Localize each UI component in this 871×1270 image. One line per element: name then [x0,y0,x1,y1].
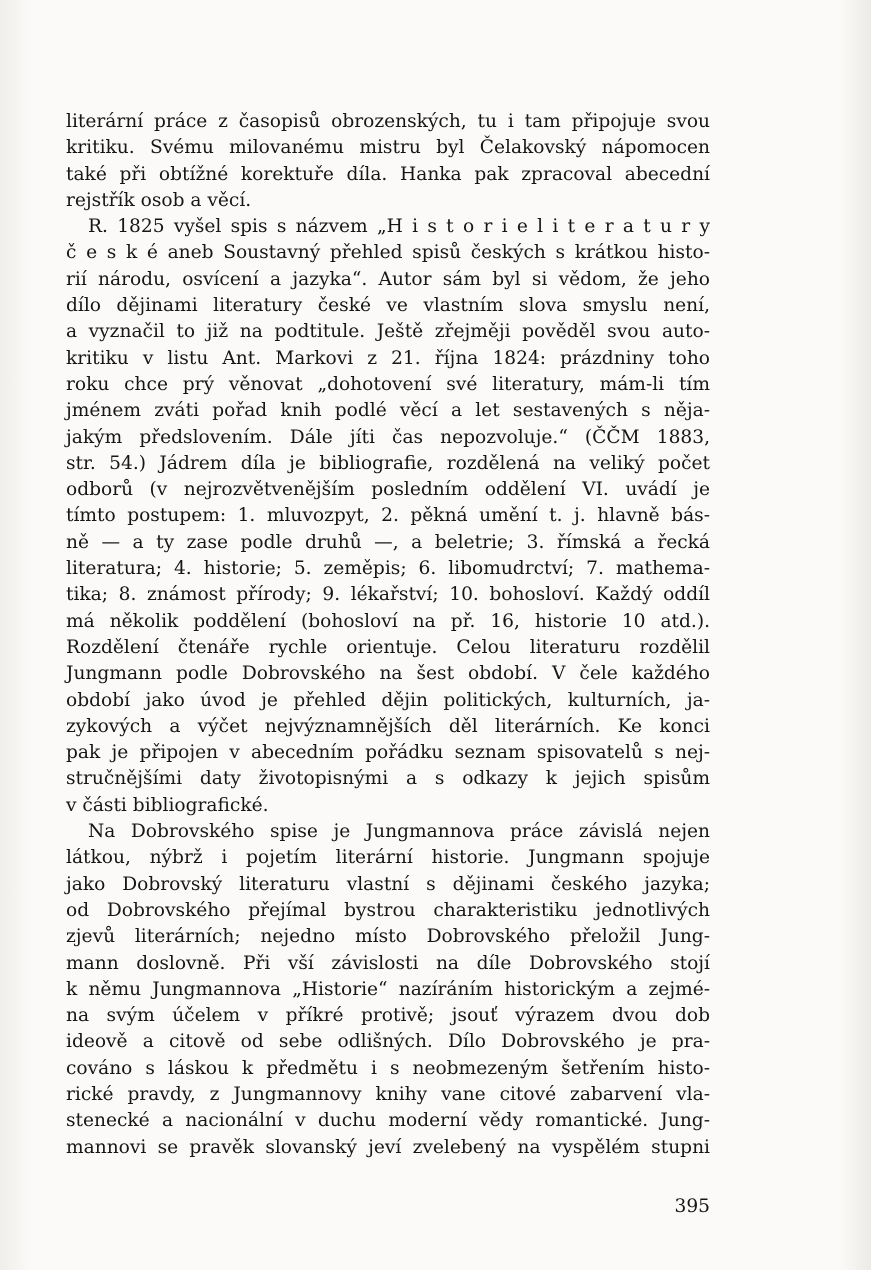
text-line: k němu Jungmannova „Historie“ nazíráním historickým a zejmé- [66,978,710,1000]
text-line: látkou, nýbrž i pojetím literární historie. Jungmann spojuje [66,847,710,869]
text-line: odborů (v nejrozvětvenějším posledním oddělení VI. uvádí je [66,479,710,501]
text-line: stenecké a nacionální v duchu moderní vědy romantické. Jung- [66,1110,710,1132]
text-line: dílo dějinami literatury české ve vlastním slova smyslu není, [66,295,710,317]
text-line: Jungmann podle Dobrovského na šest období. V čele každého [66,663,710,685]
text-line: zykových a výčet nejvýznamnějších děl literárních. Ke konci [66,715,710,737]
text-line: rické pravdy, z Jungmannovy knihy vane citové zabarvení vla- [66,1083,710,1105]
text-line: str. 54.) Jádrem díla je bibliografie, rozdělená na veliký počet [66,452,710,474]
text-line: zjevů literárních; nejedno místo Dobrovského přeložil Jung- [66,926,710,948]
text-line: rejstřík osob a věcí. [66,189,252,211]
text-line: kritiku v listu Ant. Markovi z 21. října 1824: prázdniny toho [66,347,710,369]
text-line: Rozdělení čtenáře rychle orientuje. Celou literaturu rozdělil [66,636,710,658]
text-line: jakým předslovením. Dále jíti čas nepozvoluje.“ (ČČM 1883, [66,426,710,448]
body-text [66,109,710,1161]
text-line: tímto postupem: 1. mluvozpyt, 2. pěkná umění t. j. hlavně bás- [66,505,710,527]
text-line: má několik poddělení (bohosloví na př. 16, historie 10 atd.). [66,610,710,632]
text-line: cováno s láskou k předmětu i s neobmezeným šetřením histo- [66,1057,710,1079]
text-line: v části bibliografické. [66,794,269,816]
text-line: tika; 8. známost přírody; 9. lékařství; 10. bohosloví. Každý oddíl [66,584,710,606]
text-line: kritiku. Svému milovanému mistru byl Čelakovský nápomocen [66,137,710,159]
text-line: č e s k é aneb Soustavný přehled spisů českých s krátkou histo- [66,242,710,264]
text-line: mann doslovně. Při vší závislosti na díle Dobrovského stojí [66,952,710,974]
text-line: literární práce z časopisů obrozenských, tu i tam připojuje svou [66,111,710,132]
text-line: od Dobrovského přejímal bystrou charakteristiku jednotlivých [66,899,710,921]
text-line: období jako úvod je přehled dějin politických, kulturních, ja- [66,689,710,711]
text-line: rií národu, osvícení a jazyka“. Autor sám byl si vědom, že jeho [66,268,710,290]
text-line: stručnějšími daty životopisnými a s odkazy k jejich spisům [66,768,710,790]
text-line: a vyznačil to již na podtitule. Ještě zřejměji pověděl svou auto- [66,321,710,343]
text-line: pak je připojen v abecedním pořádku seznam spisovatelů s nej- [66,742,710,764]
text-line: ideově a citově od sebe odlišných. Dílo Dobrovského je pra- [66,1031,710,1053]
text-line: roku chce prý věnovat „dohotovení své literatury, mám-li tím [66,373,710,395]
text-line: na svým účelem v příkré protivě; jsouť výrazem dvou dob [66,1005,710,1027]
text-line: také při obtížné korektuře díla. Hanka pak zpracoval abecední [66,163,710,185]
text-line: Na Dobrovského spise je Jungmannova práce závislá nejen [88,821,710,843]
text-line: jako Dobrovský literaturu vlastní s dějinami českého jazyka; [66,873,710,895]
text-line: jménem zváti pořad knih podlé věcí a let sestavených s něja- [66,400,710,422]
text-line: R. 1825 vyšel spis s názvem „H i s t o r i e l i t e r a t u r y [88,216,710,238]
text-line: ně — a ty zase podle druhů —, a beletrie; 3. římská a řecká [66,531,710,553]
page-number: 395 [674,1196,710,1217]
text-line: mannovi se pravěk slovanský jeví zvelebený na vyspělém stupni [66,1136,710,1158]
text-line: literatura; 4. historie; 5. zeměpis; 6. libomudrctví; 7. mathema- [66,558,710,580]
